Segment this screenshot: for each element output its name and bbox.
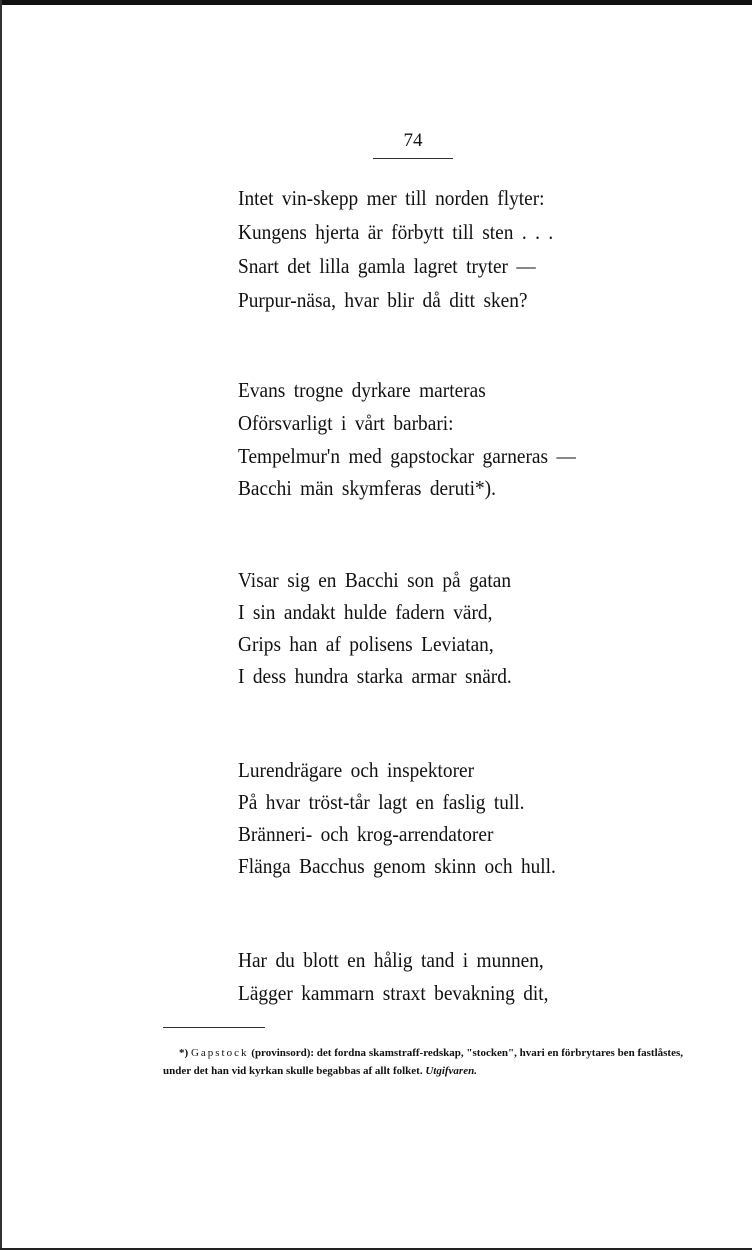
verse-line: Tempelmur'n med gapstockar garneras — [238,444,576,468]
verse-line: Evans trogne dyrkare marteras [238,378,486,402]
verse-line: Har du blott en hålig tand i munnen, [238,948,544,972]
footnote [163,1044,683,1080]
verse-line: Grips han af polisens Leviatan, [238,632,494,656]
verse-line: Lurendrägare och inspektorer [238,758,475,782]
verse-line: Purpur-näsa, hvar blir då ditt sken? [238,288,528,312]
verse-line: Lägger kammarn straxt bevakning dit, [238,981,549,1005]
page-number-rule [373,158,453,159]
verse-line: I sin andakt hulde fadern värd, [238,600,493,624]
scan-border-top [0,0,752,5]
verse-line: I dess hundra starka armar snärd. [238,664,512,688]
footnote-signature: Utgifvaren. [425,1065,477,1077]
scan-border-left [0,0,2,1250]
page-number: 74 [403,130,423,151]
verse-line: Intet vin-skepp mer till norden flyter: [238,186,545,210]
verse-line: Kungens hjerta är förbytt till sten . . . [238,220,554,244]
verse-line: Bacchi män skymferas deruti*). [238,476,496,500]
verse-line: Bränneri- och krog-arrendatorer [238,822,494,846]
verse-line: Visar sig en Bacchi son på gatan [238,568,511,592]
footnote-rule [163,1027,265,1028]
verse-line: Snart det lilla gamla lagret tryter — [238,254,536,278]
footnote-text: (provinsord): det fordna skamstraff-redskap, "stocken", hvari en förbrytares ben fastlåstes, under det han vid kyrkan skulle begabbas af allt folket. [163,1047,683,1077]
footnote-term: Gapstock [190,1047,249,1059]
footnote-marker: *) [179,1047,189,1059]
verse-line: Flänga Bacchus genom skinn och hull. [238,854,556,878]
verse-line: Oförsvarligt i vårt barbari: [238,411,454,435]
verse-line: På hvar tröst-tår lagt en faslig tull. [238,790,525,814]
